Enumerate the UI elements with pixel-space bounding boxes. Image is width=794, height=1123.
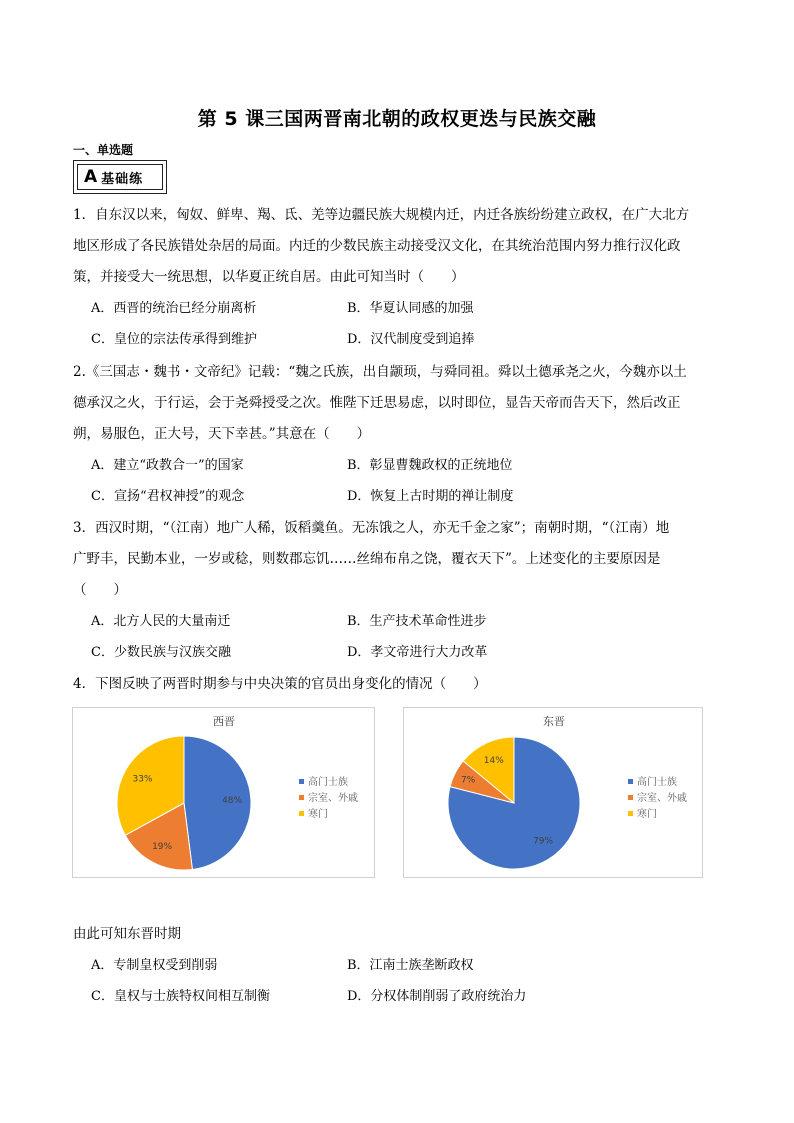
q2-option-b[interactable]: B．彰显曹魏政权的正统地位 (347, 458, 513, 473)
legend-swatch (628, 779, 633, 784)
legend-swatch (628, 811, 633, 816)
q3-option-a[interactable]: A．北方人民的大量南迁 (91, 614, 231, 629)
pie-chart-svg (73, 708, 376, 879)
legend-label: 宗室、外戚 (308, 793, 358, 804)
q2-line-1: 2.《三国志・魏书・文帝纪》记载：“魏之氏族，出自颛顼，与舜同祖。舜以土德承尧之火，今魏亦以土 (73, 364, 687, 380)
legend-swatch (299, 795, 304, 800)
legend-label: 高门士族 (637, 777, 677, 788)
q3-option-c[interactable]: C．少数民族与汉族交融 (91, 645, 231, 660)
pie-data-label: 33% (132, 774, 153, 785)
q3-option-d[interactable]: D．孝文帝进行大力改革 (347, 645, 488, 660)
q2-option-c[interactable]: C．宣扬“君权神授”的观念 (91, 489, 245, 504)
level-badge-text: 基础练 (101, 171, 144, 187)
page-title: 第 5 课三国两晋南北朝的政权更迭与民族交融 (197, 108, 597, 130)
q3-line-1: 3．西汉时期，“（江南）地广人稀，饭稻羹鱼。无冻饿之人，亦无千金之家”；南朝时期，“（江南）地 (73, 520, 670, 536)
pie-data-label: 14% (483, 756, 504, 766)
pie-data-label: 79% (533, 836, 554, 847)
q1-option-a[interactable]: A．西晋的统治已经分崩离析 (91, 301, 257, 316)
q1-option-d[interactable]: D．汉代制度受到追捧 (347, 332, 475, 347)
q3-line-2: 广野丰，民勤本业，一岁或稔，则数郡忘饥……丝绵布帛之饶，覆衣天下”。上述变化的主要原因是 (73, 551, 661, 567)
legend-label: 寒门 (308, 809, 328, 820)
section-heading: 一、单选题 (73, 143, 134, 157)
q1-line-1: 1．自东汉以来，匈奴、鲜卑、羯、氐、羌等边疆民族大规模内迁，内迁各族纷纷建立政权，在广大北方 (73, 207, 690, 223)
level-badge (73, 160, 167, 194)
level-badge-letter: A (84, 167, 98, 187)
q2-option-d[interactable]: D．恢复上古时期的禅让制度 (347, 489, 514, 504)
q4-option-b[interactable]: B．江南士族垄断政权 (347, 958, 474, 973)
q4-option-c[interactable]: C．皇权与士族特权间相互制衡 (91, 989, 270, 1004)
q4-option-d[interactable]: D．分权体制削弱了政府统治力 (347, 989, 527, 1004)
chart-title: 西晋 (213, 715, 235, 728)
q4-line-1: 4．下图反映了两晋时期参与中央决策的官员出身变化的情况（ ） (73, 676, 487, 692)
legend-label: 寒门 (637, 809, 657, 820)
legend-swatch (628, 795, 633, 800)
q2-line-2: 德承汉之火，于行运，会于尧舜授受之次。惟陛下迁思易虑，以时即位，显告天帝而告天下，然后改正 (73, 395, 681, 411)
level-badge-inner (77, 164, 163, 190)
q2-line-3: 朔，易服色，正大号，天下幸甚。”其意在（ ） (73, 426, 371, 442)
chart-western-jin (72, 707, 375, 878)
legend-label: 宗室、外戚 (637, 793, 687, 804)
q3-line-3: （ ） (73, 582, 127, 598)
chart-eastern-jin (403, 707, 703, 878)
chart-title: 东晋 (543, 715, 565, 728)
legend-swatch (299, 811, 304, 816)
q1-line-2: 地区形成了各民族错处杂居的局面。内迁的少数民族主动接受汉文化，在其统治范围内努力推行汉化政 (73, 238, 681, 254)
legend-swatch (299, 779, 304, 784)
q1-line-3: 策，并接受大一统思想，以华夏正统自居。由此可知当时（ ） (73, 269, 465, 285)
legend-label: 高门士族 (308, 777, 348, 788)
pie-data-label: 19% (152, 842, 173, 852)
q4-conclusion: 由此可知东晋时期 (73, 926, 181, 942)
q4-option-a[interactable]: A．专制皇权受到削弱 (91, 958, 218, 973)
q2-option-a[interactable]: A．建立“政教合一”的国家 (91, 458, 244, 473)
q3-option-b[interactable]: B．生产技术革命性进步 (347, 614, 487, 629)
q1-option-b[interactable]: B．华夏认同感的加强 (347, 301, 474, 316)
pie-data-label: 7% (460, 775, 476, 786)
pie-chart-svg (404, 708, 704, 879)
pie-data-label: 48% (222, 796, 243, 806)
q1-option-c[interactable]: C．皇位的宗法传承得到维护 (91, 332, 257, 347)
